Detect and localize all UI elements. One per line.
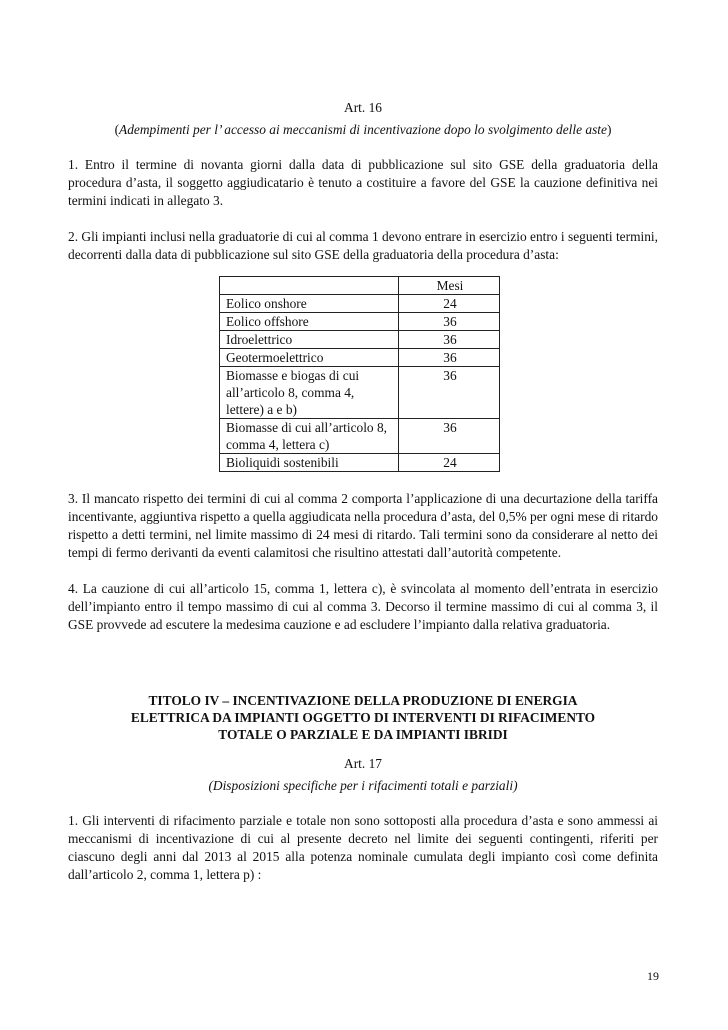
table-cell-name: Idroelettrico xyxy=(220,331,399,349)
table-cell-value: 24 xyxy=(399,454,500,472)
art16-subtitle-text: Adempimenti per l’ accesso ai meccanismi di incentivazione dopo lo svolgimento delle aste xyxy=(119,122,607,137)
table-cell-value: 36 xyxy=(399,313,500,331)
paragraph-art17-1: 1. Gli interventi di rifacimento parziale e totale non sono sottoposti alla procedura d’asta e sono ammessi ai meccanismi di incentivazione di cui al presente decreto nel limite dei seguenti contingenti, riferiti per ciascuno degli anni dal 2013 al 2015 alla potenza nominale cumulata degli impianto così come definita dall’articolo 2, comma 1, lettera p) : xyxy=(68,813,658,882)
document-page xyxy=(68,99,658,884)
page-number: 19 xyxy=(647,969,659,983)
paragraph-art16-2: 2. Gli impianti inclusi nella graduatorie di cui al comma 1 devono entrare in esercizio entro i seguenti termini, decorrenti dalla data di pubblicazione sul sito GSE della graduatoria della procedura d’asta: xyxy=(68,229,658,262)
table-cell-value: 36 xyxy=(399,367,500,419)
table-cell-name: Eolico onshore xyxy=(220,295,399,313)
art16-heading: Art. 16 xyxy=(344,100,382,115)
table-cell-value: 36 xyxy=(399,331,500,349)
table-cell-name: Eolico offshore xyxy=(220,313,399,331)
art17-heading: Art. 17 xyxy=(344,756,382,771)
titolo-line: TITOLO IV – INCENTIVAZIONE DELLA PRODUZIONE DI ENERGIA xyxy=(148,693,578,708)
table-cell-name: Biomasse e biogas di cui all’articolo 8, comma 4, lettere) a e b) xyxy=(220,367,399,419)
art17-subtitle: (Disposizioni specifiche per i rifacimenti totali e parziali) xyxy=(208,778,518,793)
table-header-mesi: Mesi xyxy=(399,277,500,295)
table-cell-name: Biomasse di cui all’articolo 8, comma 4, lettera c) xyxy=(220,419,399,454)
table-row xyxy=(220,454,500,472)
titolo-line: TOTALE O PARZIALE E DA IMPIANTI IBRIDI xyxy=(218,727,508,742)
table-row xyxy=(220,313,500,331)
table-cell-value: 36 xyxy=(399,419,500,454)
deadline-table xyxy=(219,276,500,472)
paragraph-art16-1: 1. Entro il termine di novanta giorni dalla data di pubblicazione sul sito GSE della graduatoria della procedura d’asta, il soggetto aggiudicatario è tenuto a costituire a favore del GSE la cauzione definitiva nei termini indicati in allegato 3. xyxy=(68,157,658,208)
table-cell-value: 36 xyxy=(399,349,500,367)
paragraph-art16-4: 4. La cauzione di cui all’articolo 15, comma 1, lettera c), è svincolata al momento dell’entrata in esercizio dell’impianto entro il tempo massimo di cui al comma 3. Decorso il termine massimo di cui al comma 3, il GSE provvede ad escutere la medesima cauzione e ad escludere l’impianto dalla relativa graduatoria. xyxy=(68,581,658,632)
table-cell-name: Geotermoelettrico xyxy=(220,349,399,367)
table-row xyxy=(220,295,500,313)
table-header-row xyxy=(220,277,500,295)
table-row xyxy=(220,419,500,454)
table-cell-name: Bioliquidi sostenibili xyxy=(220,454,399,472)
titolo-iv-heading xyxy=(68,692,658,743)
titolo-line: ELETTRICA DA IMPIANTI OGGETTO DI INTERVENTI DI RIFACIMENTO xyxy=(130,710,596,725)
table-row xyxy=(220,367,500,419)
paragraph-art16-3: 3. Il mancato rispetto dei termini di cui al comma 2 comporta l’applicazione di una decurtazione della tariffa incentivante, aggiuntiva rispetto a quella aggiudicata nella procedura d’asta, del 0,5% per ogni mese di ritardo rispetto a detti termini, nel limite massimo di 24 mesi di ritardo. Tali termini sono da considerare al netto dei tempi di fermo derivanti da eventi calamitosi che risultino attestati dall’autorità competente. xyxy=(68,491,658,560)
table-row xyxy=(220,349,500,367)
deadline-table-wrapper xyxy=(219,276,658,472)
table-cell-value: 24 xyxy=(399,295,500,313)
table-header-empty-cell xyxy=(220,277,399,295)
table-row xyxy=(220,331,500,349)
art16-subtitle: (Adempimenti per l’ accesso ai meccanismi di incentivazione dopo lo svolgimento delle aste) xyxy=(114,122,612,137)
